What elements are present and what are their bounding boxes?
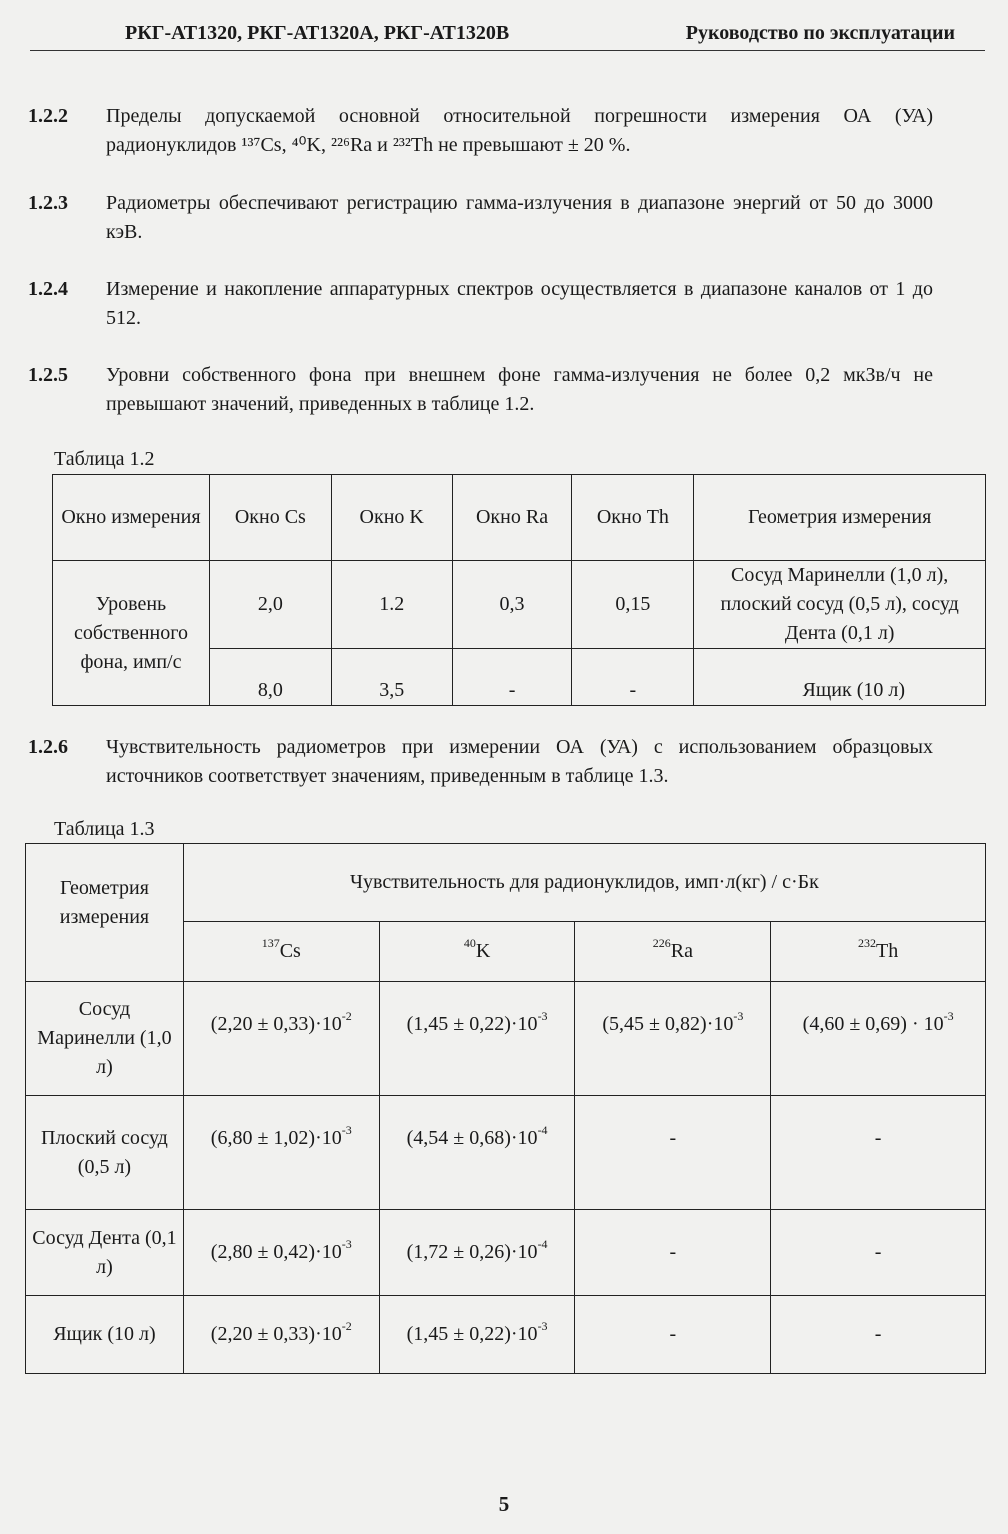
value-cell: $(6,80 \pm 1,02)\cdot 10^{-3}$ [183, 1096, 379, 1210]
header-cell: Окно измерения [53, 475, 210, 561]
value-cell: - [575, 1096, 771, 1210]
table-header-row [53, 475, 986, 561]
table-1-3-caption: Таблица 1.3 [54, 818, 155, 840]
value-cell: $(4,60 \pm 0,69) \cdot 10^{-3}$ [771, 982, 986, 1096]
clause-text: Измерение и накопление аппаратурных спектров осуществляется в диапазоне каналов от 1 до 512. [106, 278, 933, 329]
value-cell: $(1,45 \pm 0,22)\cdot 10^{-3}$ [379, 982, 575, 1096]
table-cell: 8,0 [209, 649, 331, 706]
clause-text: Чувствительность радиометров при измерении ОА (УА) с использованием образцовых источников соответствует значениям, приведенным в таблице 1.3. [106, 736, 933, 787]
header-cell: Геометрия измерения [694, 475, 986, 561]
document-type: Руководство по эксплуатации [685, 22, 955, 44]
geometry-header-cell: Геометрия измерения [26, 844, 184, 982]
table-cell: - [572, 649, 694, 706]
header-cell: Окно Th [572, 475, 694, 561]
table-1-3 [25, 843, 986, 1374]
value-cell: $(2,20 \pm 0,33)\cdot 10^{-2}$ [183, 982, 379, 1096]
geometry-cell: Сосуд Маринелли (1,0 л) [26, 982, 184, 1096]
sensitivity-header-cell: Чувствительность для радионуклидов, имп·л(кг) / с·Бк [183, 844, 985, 922]
table-row [26, 982, 986, 1096]
value-cell: - [575, 1296, 771, 1374]
table-1-2 [52, 474, 986, 706]
table-cell: 3,5 [331, 649, 452, 706]
table-cell: 0,15 [572, 561, 694, 649]
nuclide-header-cell: $^{40}$K [379, 922, 575, 982]
value-cell: $(5,45 \pm 0,82)\cdot 10^{-3}$ [575, 982, 771, 1096]
clause-text: Радиометры обеспечивают регистрацию гамма-излучения в диапазоне энергий от 50 до 3000 кэВ. [106, 192, 933, 243]
header-cell: Окно Cs [209, 475, 331, 561]
clause-text: Уровни собственного фона при внешнем фоне гамма-излучения не более 0,2 мкЗв/ч не превышают значений, приведенных в таблице 1.2. [106, 364, 933, 415]
clause-number: 1.2.3 [28, 192, 68, 214]
value-cell: - [771, 1296, 986, 1374]
value-cell: $(2,80 \pm 0,42)\cdot 10^{-3}$ [183, 1210, 379, 1296]
row-label-cell: Уровень собственного фона, имп/с [53, 561, 210, 706]
clause-number: 1.2.6 [28, 736, 68, 758]
value-cell: $(1,45 \pm 0,22)\cdot 10^{-3}$ [379, 1296, 575, 1374]
header-cell: Окно Ra [452, 475, 572, 561]
table-row [26, 1096, 986, 1210]
value-cell: $(2,20 \pm 0,33)\cdot 10^{-2}$ [183, 1296, 379, 1374]
document-title: РКГ-АТ1320, РКГ-АТ1320А, РКГ-АТ1320В [125, 22, 510, 44]
table-1-2-caption: Таблица 1.2 [54, 448, 155, 470]
value-cell: - [771, 1096, 986, 1210]
header-cell: Окно K [331, 475, 452, 561]
table-cell: Ящик (10 л) [694, 649, 986, 706]
nuclide-header-cell: $^{226}$Ra [575, 922, 771, 982]
geometry-cell: Сосуд Дента (0,1 л) [26, 1210, 184, 1296]
geometry-cell: Ящик (10 л) [26, 1296, 184, 1374]
value-cell: - [771, 1210, 986, 1296]
nuclide-header-cell: $^{232}$Th [771, 922, 986, 982]
table-cell: - [452, 649, 572, 706]
clause-text: Пределы допускаемой основной относительной погрешности измерения ОА (УА) радионуклидов ¹³⁷Cs, ⁴⁰K, ²²⁶Ra и ²³²Th не превышают ± 20 %. [106, 105, 933, 156]
table-cell: 0,3 [452, 561, 572, 649]
running-header [30, 18, 985, 51]
clause-number: 1.2.5 [28, 364, 68, 386]
table-cell: Сосуд Маринелли (1,0 л), плоский сосуд (0,5 л), сосуд Дента (0,1 л) [694, 561, 986, 649]
clause-number: 1.2.4 [28, 278, 68, 300]
clause-number: 1.2.2 [28, 105, 68, 127]
value-cell: $(4,54 \pm 0,68)\cdot 10^{-4}$ [379, 1096, 575, 1210]
value-cell: $(1,72 \pm 0,26)\cdot 10^{-4}$ [379, 1210, 575, 1296]
table-cell: 1.2 [331, 561, 452, 649]
table-row [26, 1210, 986, 1296]
page-number: 5 [498, 1492, 510, 1516]
table-row [26, 1296, 986, 1374]
nuclide-header-cell: $^{137}$Cs [183, 922, 379, 982]
value-cell: - [575, 1210, 771, 1296]
table-row [53, 561, 986, 649]
geometry-cell: Плоский сосуд (0,5 л) [26, 1096, 184, 1210]
table-header-row [26, 844, 986, 922]
table-cell: 2,0 [209, 561, 331, 649]
